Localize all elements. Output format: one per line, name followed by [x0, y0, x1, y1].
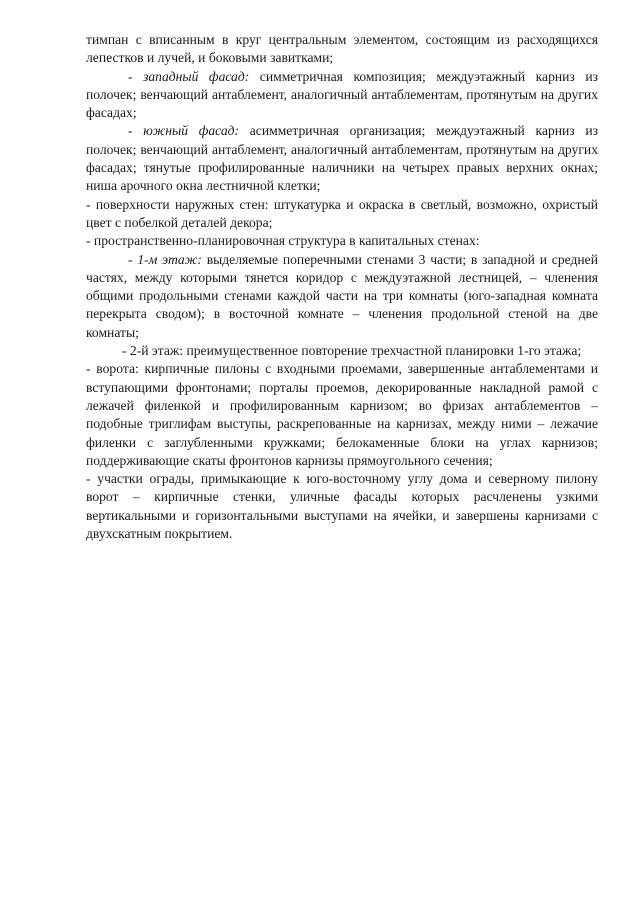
list-dash: -: [128, 68, 144, 84]
paragraph-spatial-structure: [86, 232, 598, 250]
paragraph-text: - поверхности наружных стен: штукатурка и окраска в светлый, возможно, охристый цвет с побелкой деталей декора;: [86, 196, 598, 230]
paragraph-second-floor: [86, 342, 598, 360]
paragraph-wall-surfaces: [86, 196, 598, 233]
paragraph-text: - 2-й этаж: преимущественное повторение трехчастной планировки 1-го этажа;: [122, 343, 582, 359]
paragraph-west-facade: [86, 68, 598, 123]
paragraph-first-floor: [86, 251, 598, 342]
paragraph-gates: [86, 360, 598, 470]
section-heading-italic: южный фасад:: [143, 123, 240, 139]
paragraph-text: выделяемые поперечными стенами 3 части; в западной и средней частях, между которыми тянется коридор с междуэтажной лестницей, – членения общими продольными стенами каждой части на три комнаты (юго-западная комната перекрыта сводом); в восточной комнате – членения продольной стеной на две комнаты;: [86, 251, 598, 340]
paragraph-text: - участки ограды, примыкающие к юго-восточному углу дома и северному пилону ворот – кирпичные стенки, уличные фасады которых расчленены узкими вертикальными и горизонтальными выступами на ячейки, и завершены карнизами с двухскатным покрытием.: [86, 471, 598, 542]
paragraph-text: тимпан с вписанным в круг центральным элементом, состоящим из расходящихся лепестков и лучей, и боковыми завитками;: [86, 32, 598, 66]
paragraph-text: - ворота: кирпичные пилоны с входными проемами, завершенные антаблементами и вступающими фронтонами; порталы проемов, декорированные накладной рамой с лежачей филенкой и профилированным карнизом; во фризах антаблементов – подобные триглифам выступы, раскрепованные на карнизах, между ними – лежачие филенки с заглубленными кружками; белокаменные блоки на углах карнизов; поддерживающие скаты фронтонов карнизы прямоугольного сечения;: [86, 361, 598, 468]
section-heading-italic: западный фасад:: [143, 68, 250, 84]
section-heading-italic: 1-м этаж:: [137, 251, 202, 267]
paragraph-text: симметричная композиция; междуэтажный карниз из полочек; венчающий антаблемент, аналогичный антаблементам, протянутым на других фасадах;: [86, 68, 598, 121]
paragraph-tympanum: [86, 31, 598, 68]
document-page: [86, 31, 598, 543]
list-dash: -: [128, 123, 144, 139]
paragraph-south-facade: [86, 122, 598, 195]
list-dash: -: [128, 251, 138, 267]
paragraph-text: асимметричная организация; междуэтажный карниз из полочек; венчающий антаблемент, аналогичный антаблементам, протянутым на других фасадах; тянутые профилированные наличники на четырех правых верхних окнах; ниша арочного окна лестничной клетки;: [86, 123, 599, 194]
paragraph-fence: [86, 470, 598, 543]
paragraph-text: - пространственно-планировочная структура в капитальных стенах:: [86, 233, 480, 249]
